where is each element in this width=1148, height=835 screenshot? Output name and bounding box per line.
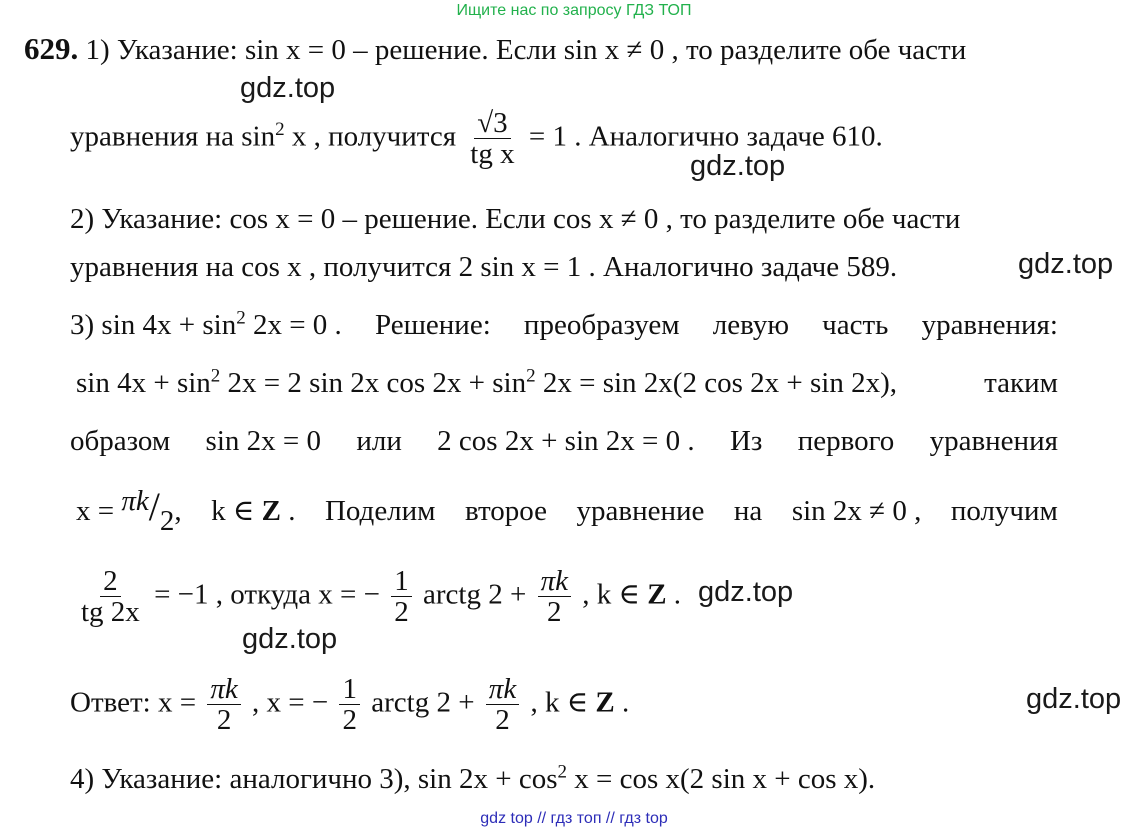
line8-part: уравнение [576,495,705,528]
line11-text-b: x = cos x(2 sin x + cos x). [574,763,876,795]
line7-part: первого [797,425,895,457]
line7-part: 2 cos 2x + sin 2x = 0 . [437,425,695,457]
solution-line-2 [70,108,883,170]
line8-part: получим [950,495,1058,528]
answer-label: Ответ: x = [70,686,197,719]
solution-line-3 [70,202,960,236]
solution-line-6 [76,366,1058,400]
answer-fraction-3: $\frac{\pi k}{2}$ [486,674,519,736]
answer-text-b: , x = − [252,686,329,719]
line2-text-c: = 1 . Аналогично задаче 610. [528,120,883,153]
line5-equation: 3) $\sin 4x + \sin^2 2x = 0$ . [70,307,342,341]
answer-line [70,674,629,736]
line7-part: или [356,425,402,457]
solution-line-5 [70,308,1058,342]
top-banner[interactable]: Ищите нас по запросу ГДЗ ТОП [456,2,692,19]
line6-equation: $\sin 4x + \sin^2 2x = 2$ sin 2x $\cos 2x + \sin^2 2x = \sin 2x(2$ cos 2x + sin 2x), [76,365,897,399]
line5-word: часть [822,309,889,341]
fraction-numerator: √3 [474,108,510,139]
line7-part: Из [729,425,763,457]
watermark-6: gdz.top [1026,683,1122,715]
watermark-2: gdz.top [690,150,786,182]
line9-text-d: . [673,578,682,611]
problem-number: 629. [24,31,79,66]
line5-word: уравнения: [921,309,1058,341]
answer-text-c: arctg 2 + [371,686,475,719]
solution-line-1 [24,32,966,67]
one-half-fraction: $\frac{1}{2}$ [391,566,412,628]
line8-part: второе [465,495,548,528]
line5-word: левую [712,309,790,341]
bottom-banner[interactable]: gdz top // гдз топ // гдз top [480,810,668,827]
line2-text-b: x , получится [291,120,457,153]
solution-line-11 [70,762,875,796]
line8-k-in-z: k ∈ Z . [211,495,296,528]
line8-part: на [733,495,763,528]
line9-text-a: = −1 , откуда x = − [154,578,381,611]
fraction-denominator: tg x [470,138,515,171]
sqrt3-over-tgx-fraction [467,108,517,170]
line6-word: таким [984,367,1058,399]
answer-integer-set-z: Z [595,686,615,719]
watermark-1: gdz.top [240,72,336,104]
pik-over-2-fraction: $\frac{\pi k}{2}$ [538,566,571,628]
integer-set-z: Z [647,578,667,611]
answer-text-e: . [622,686,630,719]
line9-text-b: arctg 2 + [423,578,527,611]
line8-solution: x = πk/2, [76,484,182,538]
line7-part: образом [70,425,171,457]
line9-text-c: , k ∈ [582,578,640,611]
watermark-4: gdz.top [698,576,794,608]
line3-text: 2) Указание: cos x = 0 – решение. Если cos x ≠ 0 , то разделите обе части [70,203,961,235]
line2-sup: 2 [275,119,285,141]
line7-part: уравнения [929,425,1058,457]
two-over-tg2x-fraction: $\frac{2}{tg 2x}$ [81,565,140,629]
solution-line-9 [74,566,681,628]
line4-text: уравнения на cos x , получится 2 sin x = 1 . Аналогично задаче 589. [70,251,898,283]
line11-text-a: 4) Указание: аналогично 3), sin 2x + cos [70,763,558,795]
line11-sup: 2 [557,761,567,783]
solution-line-4 [70,250,897,284]
line5-word: преобразуем [523,309,680,341]
line8-part: sin 2x ≠ 0 , [791,495,922,528]
watermark-5: gdz.top [242,623,338,655]
solution-line-8 [76,484,1058,538]
answer-text-d: , k ∈ [530,686,589,719]
line5-word: Решение: [374,309,491,341]
line2-text-a: уравнения на sin [70,120,276,153]
answer-fraction-1: $\frac{\pi k}{2}$ [207,674,240,736]
solution-line-7 [70,424,1058,458]
answer-fraction-2: $\frac{1}{2}$ [339,674,360,736]
line7-part: sin 2x = 0 [205,425,321,457]
line8-part: Поделим [324,495,436,528]
line1-text: 1) Указание: sin x = 0 – решение. Если sin x ≠ 0 , то разделите обе части [85,34,967,66]
watermark-3: gdz.top [1018,248,1114,280]
